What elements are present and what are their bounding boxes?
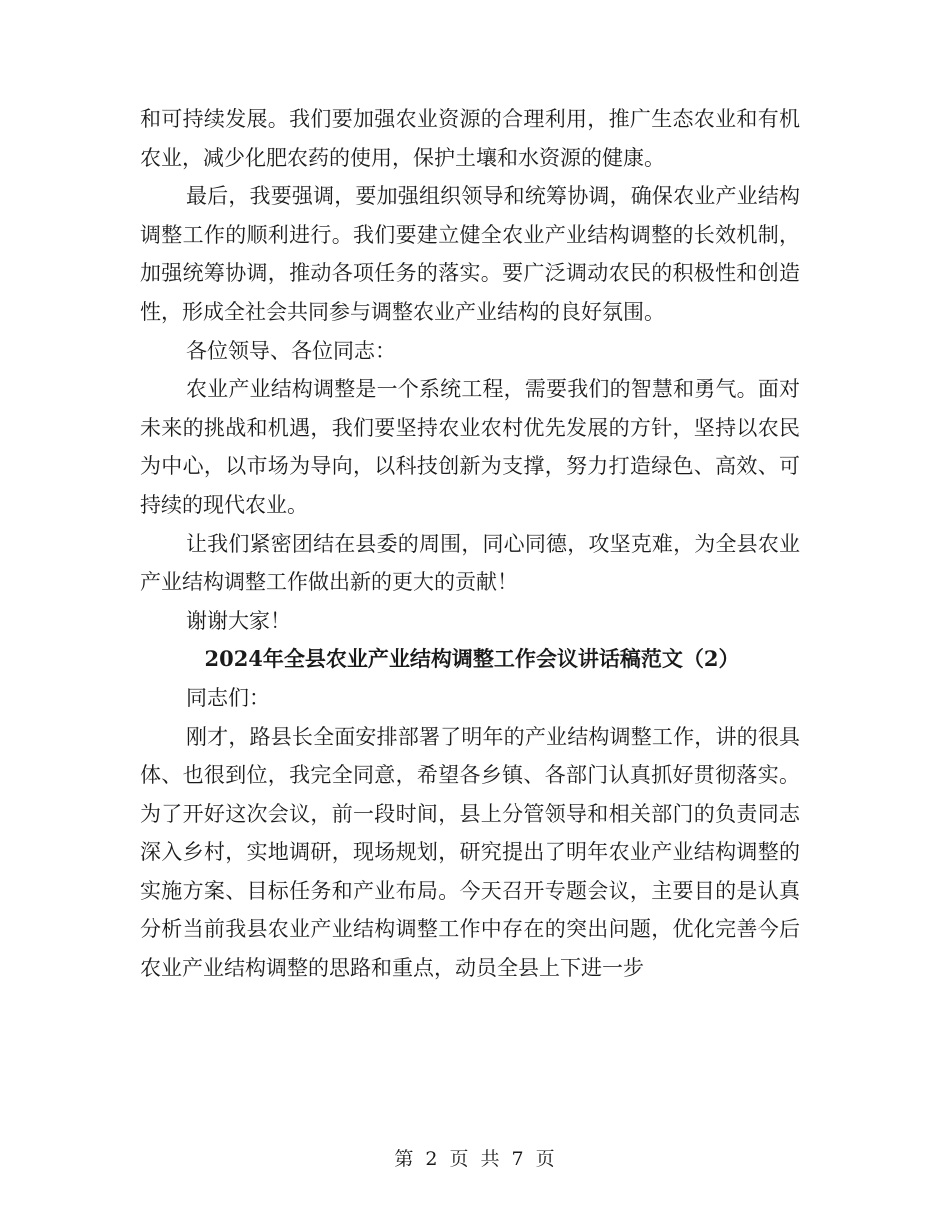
paragraph-4: 农业产业结构调整是一个系统工程，需要我们的智慧和勇气。面对未来的挑战和机遇，我们要坚持农业农村优先发展的方针，坚持以农民为中心，以市场为导向，以科技创新为支撑，努力打造绿色、高效、可持续的现代农业。 <box>140 377 800 517</box>
page-footer: 第 2 页 共 7 页 <box>394 1148 556 1170</box>
section-paragraph-1: 同志们： <box>186 685 270 710</box>
section-paragraph-2: 刚才，路县长全面安排部署了明年的产业结构调整工作，讲的很具体、也很到位，我完全同意，希望各乡镇、各部门认真抓好贯彻落实。为了开好这次会议，前一段时间，县上分管领导和相关部门的负责同志深入乡村，实地调研，现场规划，研究提出了明年农业产业结构调整的实施方案、目标任务和产业布局。今天召开专题会议，主要目的是认真分析当前我县农业产业结构调整工作中存在的突出问题，优化完善今后农业产业结构调整的思路和重点，动员全县上下进一步 <box>140 724 800 981</box>
page-body <box>140 100 800 988</box>
paragraph-2: 最后，我要强调，要加强组织领导和统筹协调，确保农业产业结构调整工作的顺利进行。我们要建立健全农业产业结构调整的长效机制，加强统筹协调，推动各项任务的落实。要广泛调动农民的积极性和创造性，形成全社会共同参与调整农业产业结构的良好氛围。 <box>140 184 800 324</box>
paragraph-5: 让我们紧密团结在县委的周围，同心同德，攻坚克难，为全县农业产业结构调整工作做出新的更大的贡献！ <box>140 531 800 595</box>
section-title: 2024年全县农业产业结构调整工作会议讲话稿范文（2） <box>204 646 740 672</box>
paragraph-3: 各位领导、各位同志： <box>186 338 396 363</box>
paragraph-6: 谢谢大家！ <box>186 608 291 633</box>
paragraph-1: 和可持续发展。我们要加强农业资源的合理利用，推广生态农业和有机农业，减少化肥农药的使用，保护土壤和水资源的健康。 <box>140 107 800 170</box>
